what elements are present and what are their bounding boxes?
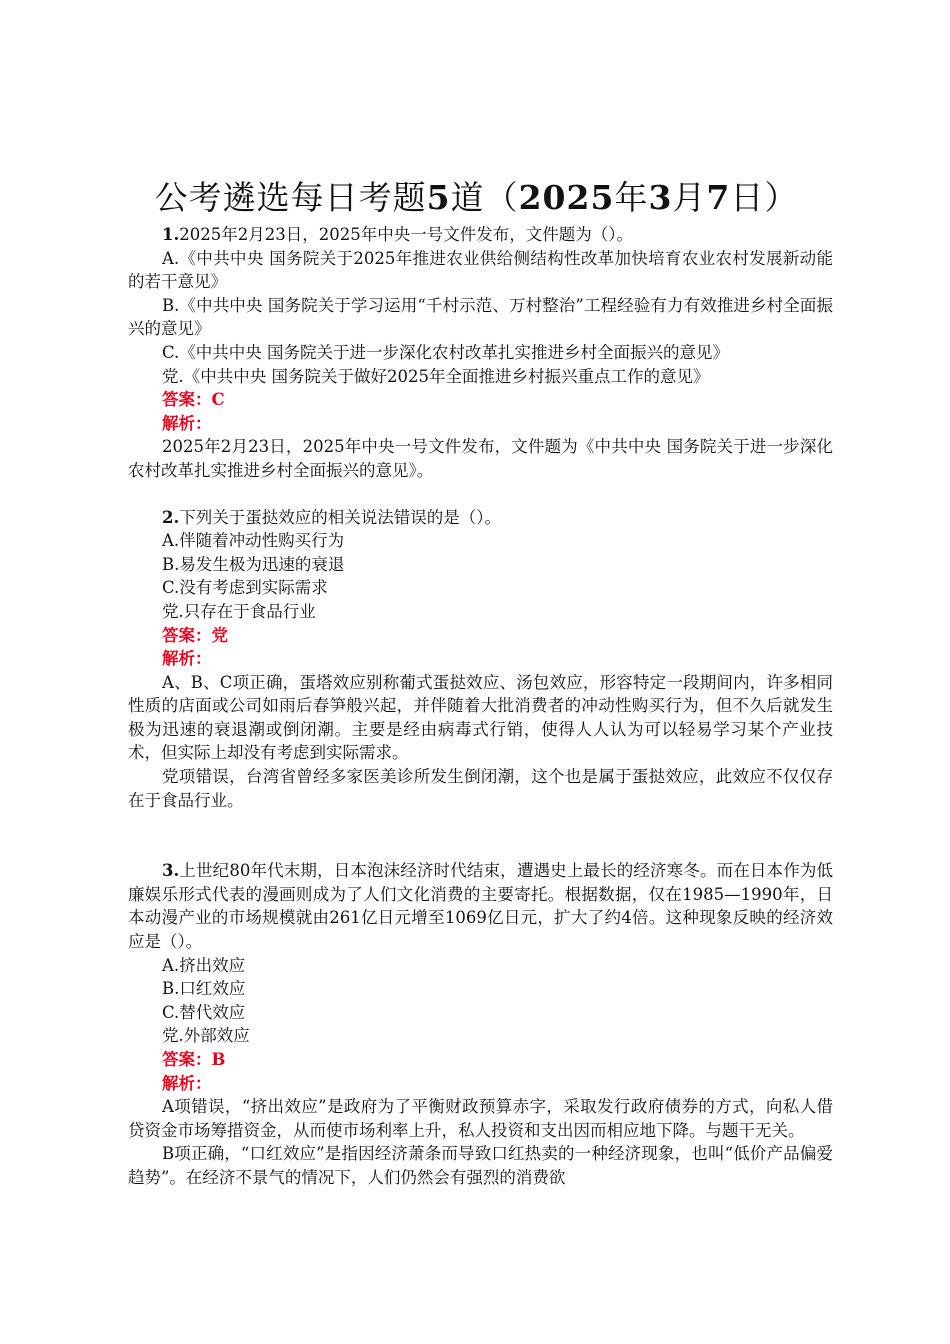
analysis-paragraph: B项正确，“口红效应”是指因经济萧条而导致口红热卖的一种经济现象，也叫“低价产品偏爱趋势”。在经济不景气的情况下，人们仍然会有强烈的消费欲 [128,1144,833,1187]
question-stem: 3.上世纪80年代末期，日本泡沫经济时代结束，遭遇史上最长的经济寒冬。而在日本作为低廉娱乐形式代表的漫画则成为了人们文化消费的主要寄托。根据数据，仅在1985—1990年，日本动漫产业的市场规模就由261亿日元增至1069亿日元，扩大了约4倍。这种现象反映的经济效应是（）。 [128,861,833,952]
option-c: C.《中共中央 国务院关于进一步深化农村改革扎实推进乡村全面振兴的意见》 [162,342,730,362]
answer: 答案：C [162,390,225,410]
option-a: A.《中共中央 国务院关于2025年推进农业供给侧结构性改革加快培育农业农村发展新动能的若干意见》 [128,248,833,292]
question-stem: 1.2025年2月23日，2025年中央一号文件发布，文件题为（）。 [162,225,633,244]
option-a: A.挤出效应 [162,955,246,975]
option-d: 党.外部效应 [162,1026,250,1046]
document-page [128,172,833,1190]
option-a: A.伴随着冲动性购买行为 [162,531,345,551]
option-c: C.替代效应 [162,1002,246,1022]
analysis-paragraph: A项错误，“挤出效应”是政府为了平衡财政预算赤字，采取发行政府债券的方式，向私人借贷资金市场筹措资金，从而使市场利率上升，私人投资和支出因而相应地下降。与题干无关。 [128,1097,833,1140]
analysis-label: 解析： [162,649,212,669]
option-b: B.口红效应 [162,979,246,999]
analysis-paragraph: 党项错误，台湾省曾经多家医美诊所发生倒闭潮，这个也是属于蛋挞效应，此效应不仅仅存在于食品行业。 [128,767,833,810]
page-title: 公考遴选每日考题5道（2025年3月7日） [154,178,799,217]
question-2 [128,506,833,813]
option-d: 党.《中共中央 国务院关于做好2025年全面推进乡村振兴重点工作的意见》 [162,366,710,386]
option-d: 党.只存在于食品行业 [162,601,316,621]
question-3 [128,859,833,1189]
analysis-paragraph: 2025年2月23日，2025年中央一号文件发布，文件题为《中共中央 国务院关于进一步深化农村改革扎实推进乡村全面振兴的意见》。 [128,437,833,480]
option-b: B.《中共中央 国务院关于学习运用“千村示范、万村整治”工程经验有力有效推进乡村全面振兴的意见》 [128,295,833,339]
option-b: B.易发生极为迅速的衰退 [162,554,345,574]
analysis-paragraph: A、B、C项正确，蛋塔效应别称葡式蛋挞效应、汤包效应，形容特定一段期间内，许多相同性质的店面或公司如雨后春笋般兴起，并伴随着大批消费者的冲动性购买行为，但不久后就发生极为迅速的衰退潮或倒闭潮。主要是经由病毒式行销，使得人人认为可以轻易学习某个产业技术，但实际上却没有考虑到实际需求。 [128,672,833,763]
answer: 答案：B [162,1050,226,1069]
question-stem: 2.下列关于蛋挞效应的相关说法错误的是（）。 [162,507,501,527]
option-c: C.没有考虑到实际需求 [162,578,328,598]
answer: 答案：党 [162,625,228,645]
analysis-label: 解析： [162,1073,212,1093]
question-1 [128,223,833,483]
analysis-label: 解析： [162,413,212,433]
